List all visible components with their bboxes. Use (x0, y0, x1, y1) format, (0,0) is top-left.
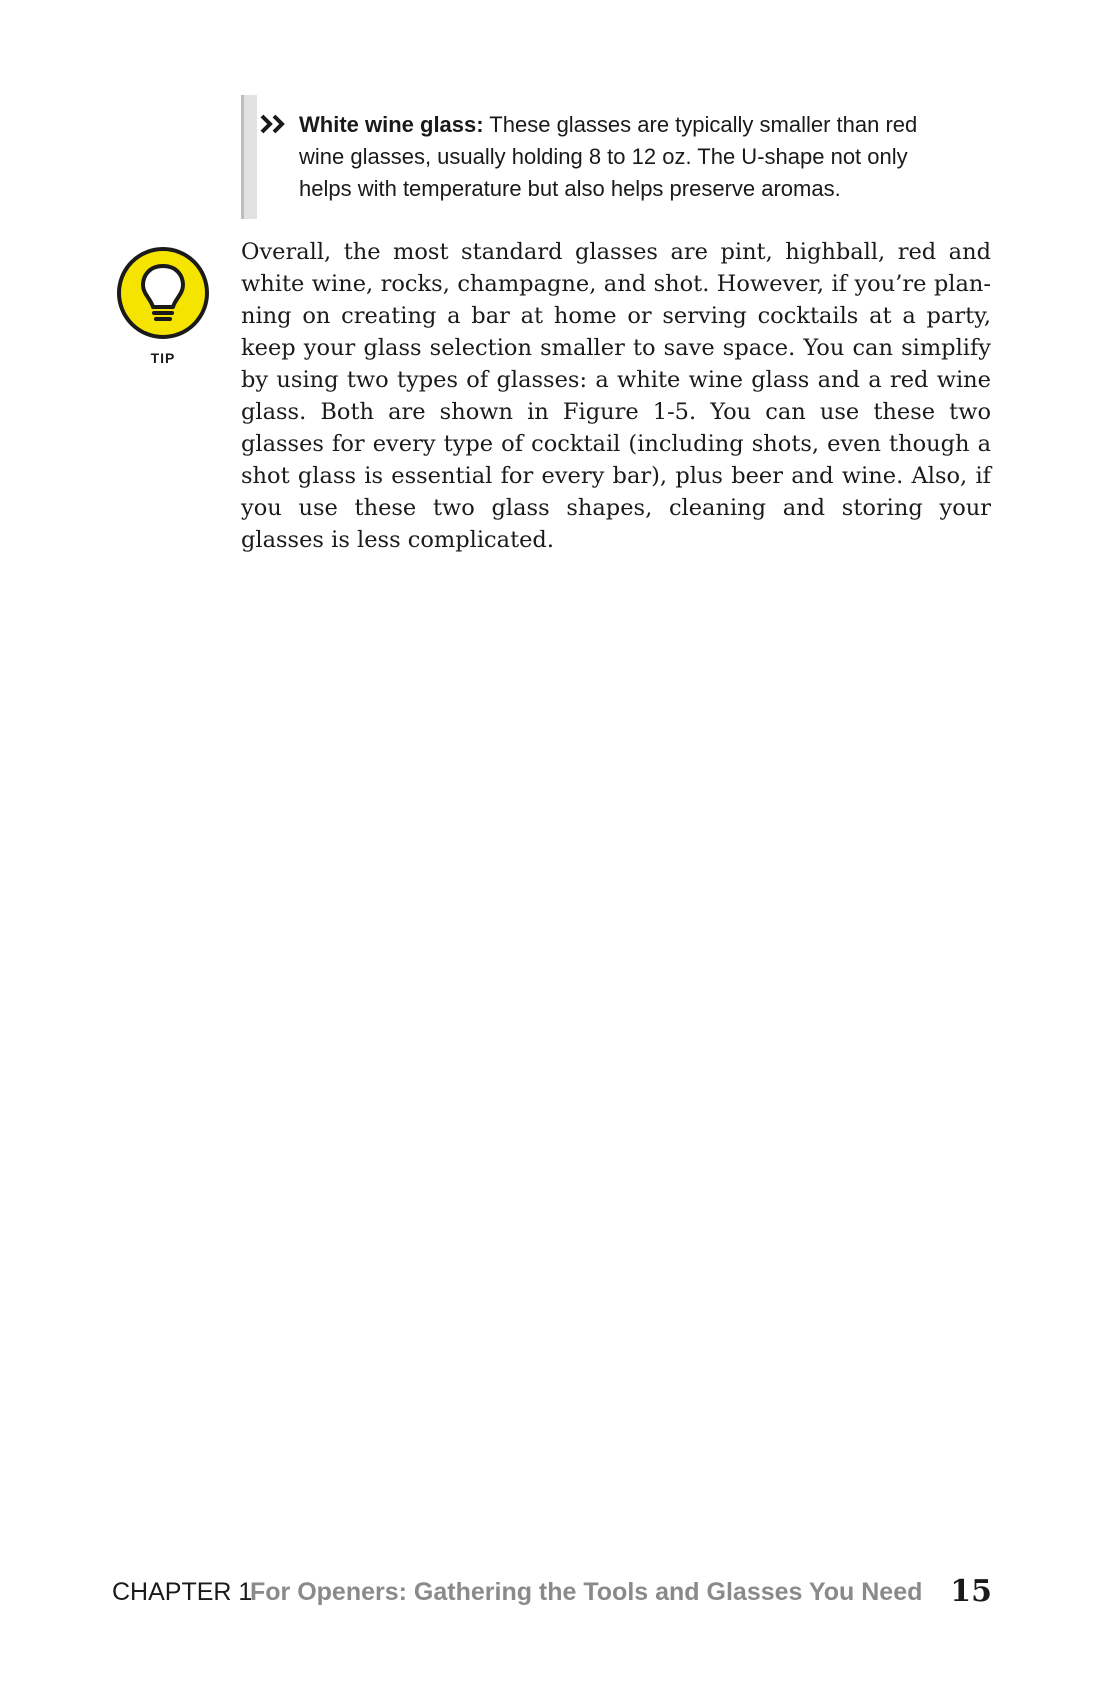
double-chevron-right-icon (259, 113, 289, 135)
tip-paragraph: Overall, the most standard glasses are pint, highball, red and white wine, rocks, champagne, and shot. However, if you’re plan-ning on creating a bar at home or serving cocktails at a party, keep your glass selection smaller to save space. You can simplify by using two types of glasses: a white wine glass and a red wine glass. Both are shown in Figure 1-5. You can use these two glasses for every type of cocktail (including shots, even though a shot glass is essential for every bar), plus beer and wine. Also, if you use these two glass shapes, cleaning and storing your glasses is less complicated. (241, 239, 991, 553)
lightbulb-icon (116, 246, 210, 340)
tip-label: TIP (150, 350, 176, 366)
chapter-title: For Openers: Gathering the Tools and Glasses You Need (250, 1578, 923, 1606)
bullet-lead: White wine glass: (299, 112, 484, 137)
bullet-list-item (241, 95, 961, 219)
page-number: 15 (950, 1574, 992, 1609)
bullet-body: These glasses are typically smaller than red wine glasses, usually holding 8 to 12 oz. The U-shape not only helps with temperature but also helps preserve aromas. (299, 112, 918, 201)
page-footer (112, 1574, 992, 1614)
chapter-label: CHAPTER 1 (112, 1578, 253, 1606)
bullet-text (299, 109, 959, 205)
sidebar-rule (241, 95, 257, 219)
